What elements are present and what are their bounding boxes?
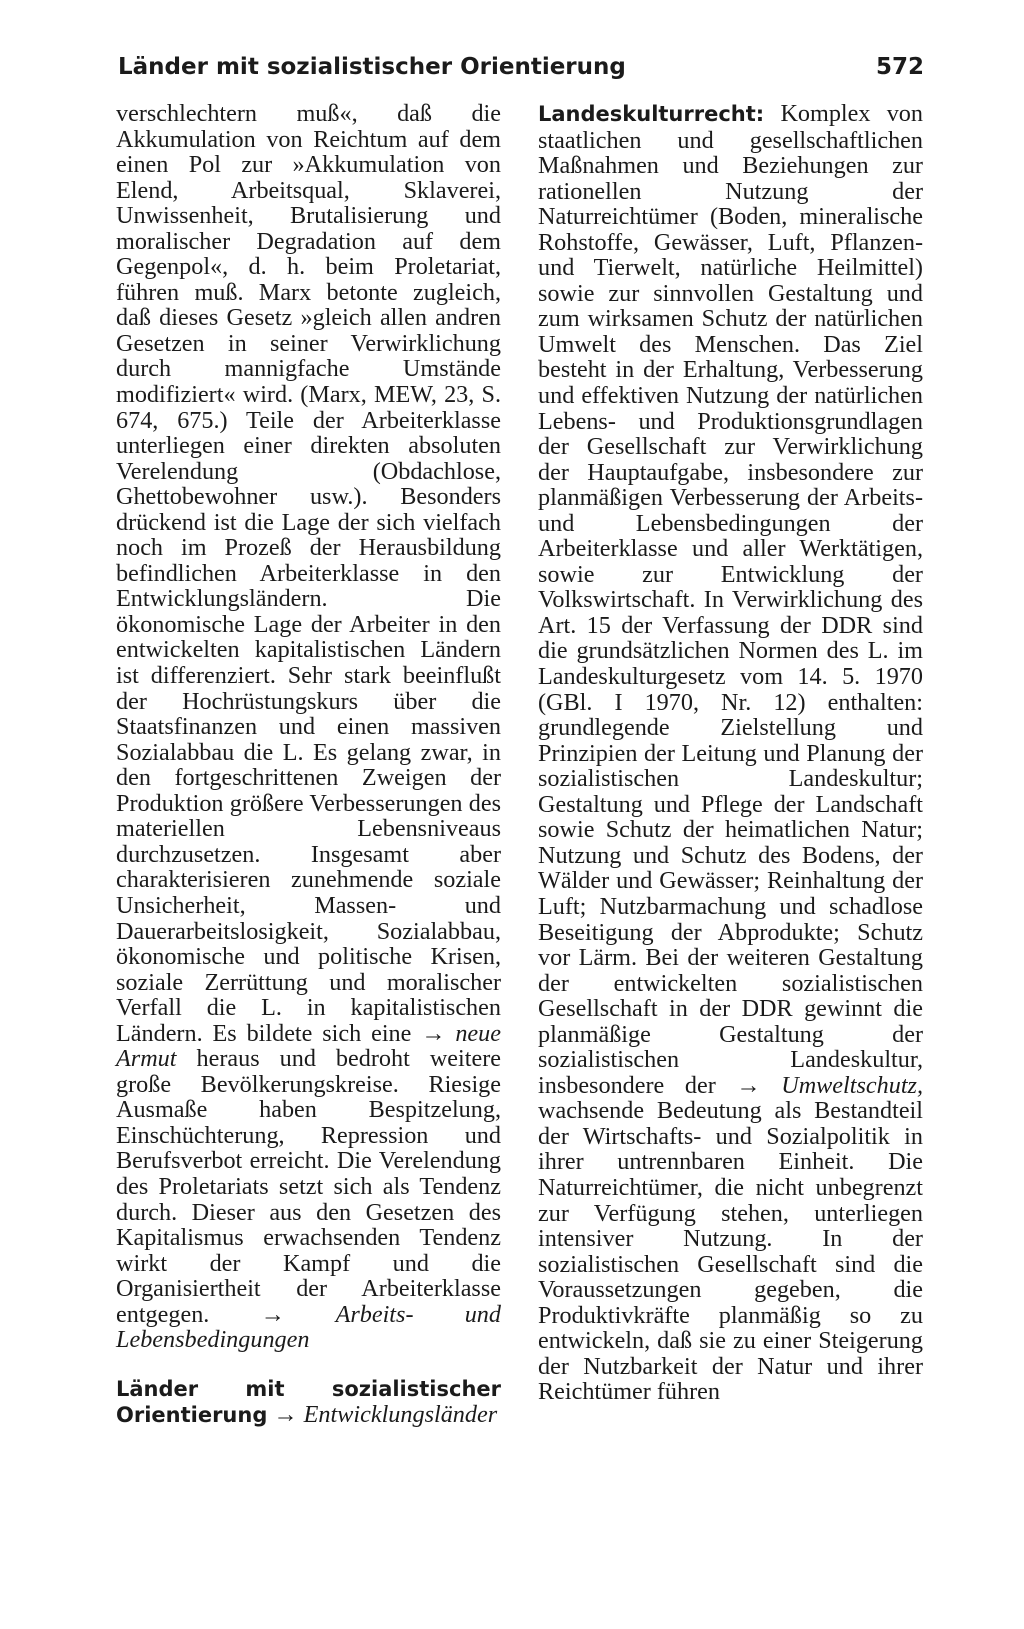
page-number: 572 xyxy=(875,54,924,80)
cross-reference-entwicklungslaender[interactable]: → Entwicklungsländer xyxy=(273,1401,498,1429)
left-column xyxy=(116,101,501,1429)
continuation-text: verschlechtern muß«, daß die Akkumulation von Reichtum auf dem einen Pol zur »Akkumulation von Elend, Arbeitsqual, Sklaverei, Unwissenheit, Brutalisierung und moralischer Degradation auf dem Gegenpol«, d. h. beim Proletariat, führen muß. Marx betonte zugleich, daß dieses Gesetz »gleich allen andren Gesetzen in seiner Verwirklichung durch mannigfache Umstände modifiziert« wird. (Marx, MEW, 23, S. 674, 675.) Teile der Arbeiterklasse unterliegen einer direkten absoluten Verelendung (Obdachlose, Ghettobewohner usw.). Besonders drückend ist die Lage der sich vielfach noch im Prozeß der Herausbildung befindlichen Arbeiterklasse in den Entwicklungsländern. Die ökonomische Lage der Arbeiter in den entwickelten kapitalistischen Ländern ist differenziert. Sehr stark beeinflußt der Hochrüstungskurs über die Staatsfinanzen und einen massiven Sozialabbau die L. Es gelang zwar, in den fortgeschrittenen Zweigen der Produktion größere Verbesserungen des materiellen Lebensniveaus durchzusetzen. Insgesamt aber charakterisieren zunehmende soziale Unsicherheit, Massen- und Dauerarbeitslosigkeit, Sozialabbau, ökonomische und politische Krisen, soziale Zerrüttung und moralischer Verfall die L. in kapitalistischen Ländern. Es bildete sich eine xyxy=(116,100,501,1047)
running-head-title: Länder mit sozialistischer Orientierung xyxy=(118,54,626,80)
entry-text-part-1: Komplex von staatlichen und gesellschaftlichen Maßnahmen und Beziehungen zur rationellen Nutzung der Naturreichtümer (Boden, mineralische Rohstoffe, Gewässer, Luft, Pflanzen- und Tierwelt, natürliche Heilmittel) sowie zur sinnvollen Gestaltung und zum wirksamen Schutz der natürlichen Umwelt des Menschen. Das Ziel besteht in der Erhaltung, Verbesserung und effektiven Nutzung der natürlichen Lebens- und Produktionsgrundlagen der Gesellschaft zur Verwirklichung der Hauptaufgabe, insbesondere zur planmäßigen Verbesserung der Arbeits- und Lebensbedingungen der Arbeiterklasse und aller Werktätigen, sowie zur Entwicklung der Volkswirtschaft. In Verwirklichung des Art. 15 der Verfassung der DDR sind die grundsätzlichen Normen des L. im Landeskulturgesetz vom 14. 5. 1970 (GBl. I 1970, Nr. 12) enthalten: grundlegende Zielstellung und Prinzipien der Leitung und Planung der sozialistischen Landeskultur; Gestaltung und Pflege der Landschaft sowie Schutz der heimatlichen Natur; Nutzung und Schutz des Bodens, der Wälder und Gewässer; Reinhaltung der Luft; Nutzbarmachung und schadlose Beseitigung der Abprodukte; Schutz vor Lärm. Bei der weiteren Gestaltung der entwickelten sozialistischen Gesellschaft in der DDR gewinnt die planmäßige Gestaltung der sozialistischen Landeskultur, insbesondere der xyxy=(538,100,923,1099)
entry-lemma-line-1: Länder mit sozialistischer xyxy=(116,1376,501,1401)
running-head xyxy=(118,50,924,84)
entry-lemma-line-2: Orientierung xyxy=(116,1403,268,1428)
entry-lebenslage-continuation xyxy=(116,101,501,1353)
right-column xyxy=(538,101,923,1405)
entry-text-part-2: wachsende Bedeutung als Bestandteil der Wirtschafts- und Sozialpolitik in ihrer untrennbaren Einheit. Die Naturreichtümer, die nicht unbegrenzt zur Verfügung stehen, unterliegen intensiver Nutzung. In der sozialistischen Gesellschaft sind die Voraussetzungen gegeben, die Produktivkräfte planmäßig so zu entwickeln, daß sie zu einer Steigerung der Nutzbarkeit der Natur und ihrer Reichtümer führen xyxy=(538,1097,923,1406)
entry-lemma: Landeskulturrecht: xyxy=(538,102,765,126)
entry-landeskulturrecht xyxy=(538,101,923,1405)
cross-reference-neue-armut[interactable]: → neue Armut xyxy=(116,1019,501,1073)
cross-reference-arbeits-und-lebensbedingungen[interactable]: → Arbeits- und Lebensbedingungen xyxy=(116,1300,501,1354)
cross-reference-umweltschutz[interactable]: → Umweltschutz, xyxy=(736,1071,923,1099)
continuation-text-2: heraus und bedroht weitere große Bevölkerungskreise. Riesige Ausmaße haben Bespitzelung, Einschüchterung, Repression und Berufsverbot erreicht. Die Verelendung des Proletariats setzt sich als Tendenz durch. Dieser aus den Gesetzen des Kapitalismus erwachsenden Tendenz wirkt der Kampf und die Organisiertheit der Arbeiterklasse entgegen. xyxy=(116,1045,501,1328)
entry-laender-mit-sozialistischer-orientierung xyxy=(116,1377,501,1429)
